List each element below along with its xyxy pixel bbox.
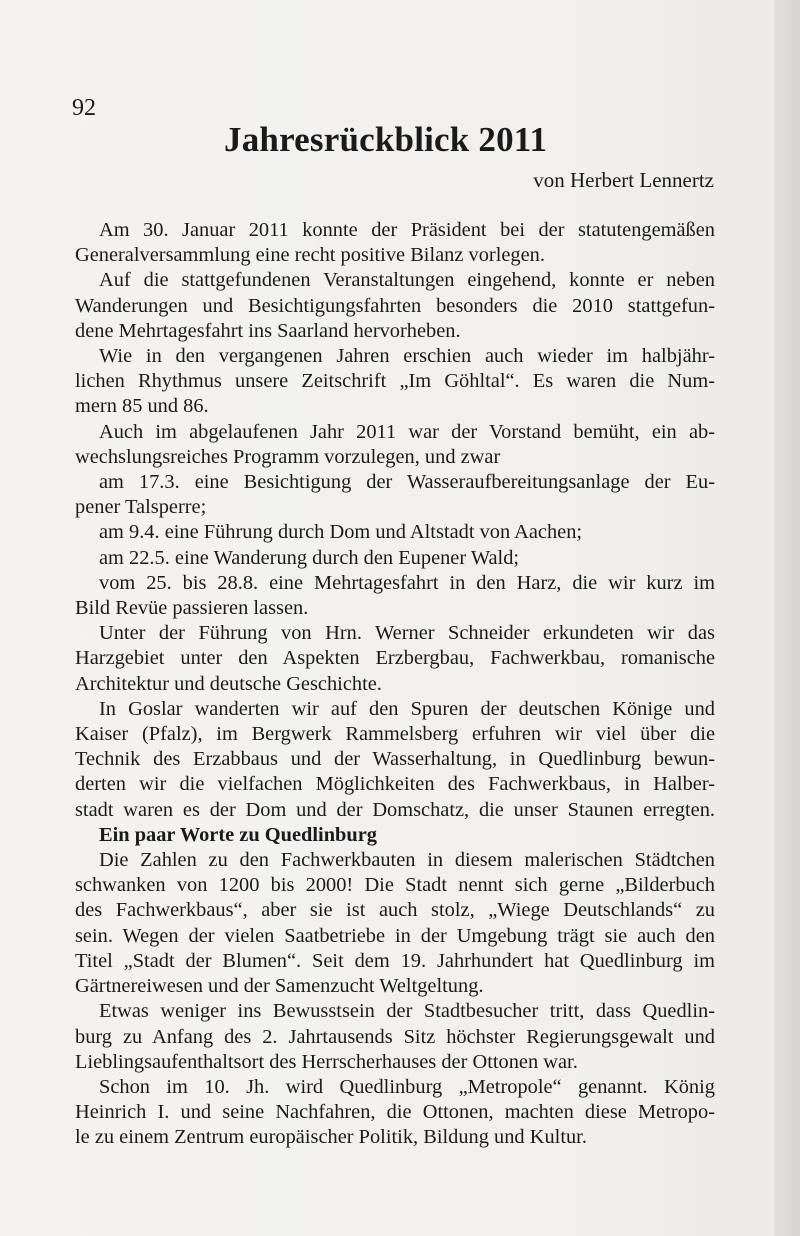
text-line: mern 85 und 86. bbox=[75, 395, 209, 418]
text-line: dene Mehrtagesfahrt ins Saarland hervorheben. bbox=[75, 319, 461, 342]
text-line: am 9.4. eine Führung durch Dom und Altstadt von Aachen; bbox=[99, 521, 583, 544]
text-line: Unter der Führung von Hrn. Werner Schneider erkundeten wir das bbox=[99, 622, 715, 645]
paragraph bbox=[75, 999, 715, 1075]
paragraph bbox=[75, 621, 715, 697]
text-line: Technik des Erzabbaus und der Wasserhaltung, in Quedlinburg bewun- bbox=[75, 748, 715, 771]
text-line: Harzgebiet unter den Aspekten Erzbergbau, Fachwerkbau, romanische bbox=[75, 647, 715, 670]
paragraph bbox=[75, 470, 715, 520]
text-line: burg zu Anfang des 2. Jahrtausends Sitz höchster Regierungsgewalt und bbox=[75, 1025, 715, 1048]
text-line: Lieblingsaufenthaltsort des Herrscherhauses der Ottonen war. bbox=[75, 1050, 578, 1073]
text-line: Auch im abgelaufenen Jahr 2011 war der Vorstand bemüht, ein ab- bbox=[99, 420, 715, 443]
article-author: von Herbert Lennertz bbox=[533, 168, 714, 192]
page-number: 92 bbox=[72, 95, 96, 121]
paragraph bbox=[75, 546, 715, 571]
text-line: sein. Wegen der vielen Saatbetriebe in der Umgebung trägt sie auch den bbox=[75, 924, 715, 947]
paragraph bbox=[75, 1075, 715, 1151]
article-body bbox=[75, 218, 715, 1151]
paragraph bbox=[75, 520, 715, 545]
text-line: am 22.5. eine Wanderung durch den Eupener Wald; bbox=[99, 546, 520, 569]
paragraph bbox=[75, 344, 715, 420]
text-line: lichen Rhythmus unsere Zeitschrift „Im Göhltal“. Es waren die Num- bbox=[75, 370, 715, 393]
text-line: wechslungsreiches Programm vorzulegen, und zwar bbox=[75, 445, 501, 468]
text-line: le zu einem Zentrum europäischer Politik, Bildung und Kultur. bbox=[75, 1126, 587, 1149]
text-line: Wie in den vergangenen Jahren erschien auch wieder im halbjähr- bbox=[99, 345, 715, 368]
text-line: des Fachwerkbaus“, aber sie ist auch stolz, „Wiege Deutschlands“ zu bbox=[75, 899, 715, 922]
text-line: vom 25. bis 28.8. eine Mehrtagesfahrt in den Harz, die wir kurz im bbox=[99, 571, 715, 594]
text-line: derten wir die vielfachen Möglichkeiten des Fachwerkbaus, in Halber- bbox=[75, 773, 715, 796]
text-line: Heinrich I. und seine Nachfahren, die Ottonen, machten diese Metropo- bbox=[75, 1101, 715, 1124]
text-line: Bild Revüe passieren lassen. bbox=[75, 597, 309, 620]
text-line: Architektur und deutsche Geschichte. bbox=[75, 672, 382, 695]
text-line: Auf die stattgefundenen Veranstaltungen eingehend, konnte er neben bbox=[99, 269, 715, 292]
paragraph bbox=[75, 697, 715, 823]
text-line: Etwas weniger ins Bewusstsein der Stadtbesucher tritt, dass Quedlin- bbox=[99, 1000, 715, 1023]
text-line: pener Talsperre; bbox=[75, 496, 207, 519]
page-edge bbox=[774, 0, 800, 1236]
article-title: Jahresrückblick 2011 bbox=[224, 120, 548, 159]
text-line: Kaiser (Pfalz), im Bergwerk Rammelsberg erfuhren wir viel über die bbox=[75, 723, 715, 746]
paragraph bbox=[75, 848, 715, 999]
text-line: In Goslar wanderten wir auf den Spuren der deutschen Könige und bbox=[99, 697, 715, 720]
text-line: schwanken von 1200 bis 2000! Die Stadt nennt sich gerne „Bilderbuch bbox=[75, 874, 715, 897]
text-line: Wanderungen und Besichtigungsfahrten besonders die 2010 stattgefun- bbox=[75, 294, 715, 317]
text-line: am 17.3. eine Besichtigung der Wasseraufbereitungsanlage der Eu- bbox=[99, 471, 715, 494]
paragraph bbox=[75, 420, 715, 470]
text-line: Gärtnereiwesen und der Samenzucht Weltgeltung. bbox=[75, 975, 484, 998]
subheading-text: Ein paar Worte zu Quedlinburg bbox=[99, 823, 377, 846]
text-line: Die Zahlen zu den Fachwerkbauten in diesem malerischen Städtchen bbox=[99, 849, 715, 872]
paragraph bbox=[75, 571, 715, 621]
paragraph bbox=[75, 268, 715, 344]
text-line: Am 30. Januar 2011 konnte der Präsident bei der statutengemäßen bbox=[99, 219, 715, 241]
section-subheading bbox=[75, 823, 715, 848]
text-line: Titel „Stadt der Blumen“. Seit dem 19. Jahrhundert hat Quedlinburg im bbox=[75, 949, 715, 972]
text-line: Generalversammlung eine recht positive Bilanz vorlegen. bbox=[75, 244, 545, 267]
paragraph bbox=[75, 218, 715, 268]
text-line: Schon im 10. Jh. wird Quedlinburg „Metropole“ genannt. König bbox=[99, 1075, 715, 1098]
text-line: stadt waren es der Dom und der Domschatz, die unser Staunen erregten. bbox=[75, 798, 715, 821]
